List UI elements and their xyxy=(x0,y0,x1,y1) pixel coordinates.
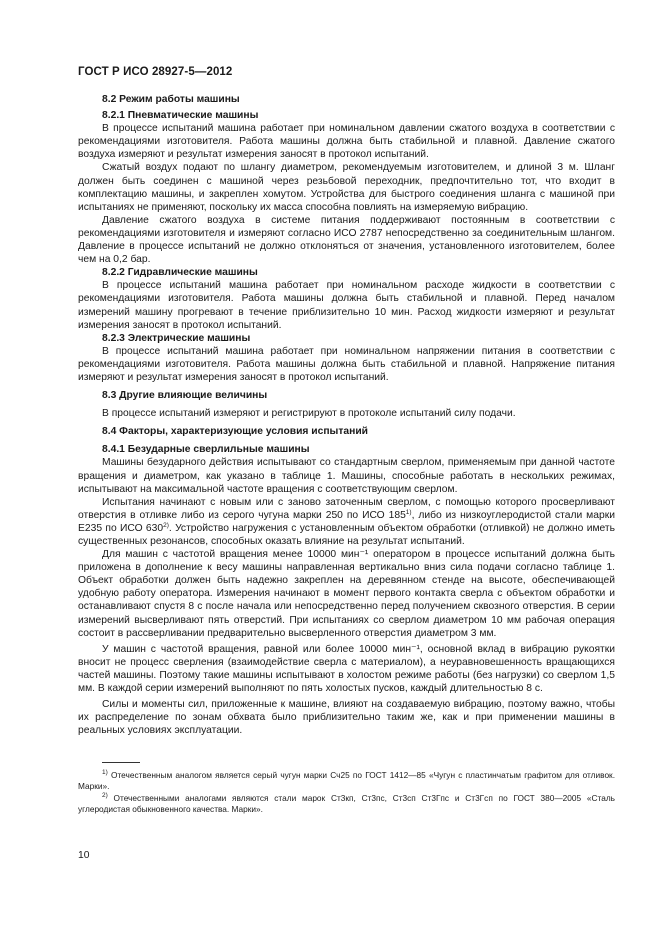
document-header: ГОСТ Р ИСО 28927-5—2012 xyxy=(78,66,233,78)
page-number: 10 xyxy=(78,850,90,861)
paragraph: У машин с частотой вращения, равной или более 10000 мин⁻¹, основной вклад в вибрацию рукоятки вносит не процесс сверления (взаимодействие сверла с материалом), а неуравновешенность вращающихся частей машины. Поэтому такие машины испытывают в холостом режиме работы (без нагрузки) со сверлом 1,5 мм. В каждой серии измерений выполняют по пять холостых пусков, каждый длительностью 8 с. xyxy=(78,643,615,695)
text-run: , либо из низкоуглеродистой стали марки E235 по ИСО 630 xyxy=(78,509,615,534)
paragraph: Силы и моменты сил, приложенные к машине, влияют на создаваемую вибрацию, поэтому важно, чтобы их распределение по зонам обхвата было приблизительно таким же, как и при применении машины в реальных условиях эксплуатации. xyxy=(78,699,615,737)
footnotes xyxy=(78,770,615,816)
paragraph: Сжатый воздух подают по шлангу диаметром, рекомендуемым изготовителем, и длиной 3 м. Шланг должен быть соединен с машиной через резьбовой переходник, предпочтительно тот, что входит в комплектацию машины, и закреплен хомутом. Устройства для быстрого соединения шланга с машиной при испытаниях не применяют, поскольку их масса способна повлиять на измеряемую вибрацию. xyxy=(78,162,615,213)
section-heading-8-2-2: 8.2.2 Гидравлические машины xyxy=(102,267,258,279)
footnote-text: Отечественным аналогом является серый чугун марки Сч25 по ГОСТ 1412—85 «Чугун с пластинчатым графитом для отливок. Марки». xyxy=(78,770,615,792)
text-run: . Устройство нагружения с установленным объектом обработки (отливкой) не должно иметь существенных резонансов, способных оказать влияние на результат испытаний. xyxy=(78,522,615,547)
footnote-ref-1: 1) xyxy=(405,508,412,516)
footnote-ref-2: 2) xyxy=(163,521,169,529)
section-heading-8-3: 8.3 Другие влияющие величины xyxy=(102,390,268,402)
section-heading-8-2-1: 8.2.1 Пневматические машины xyxy=(102,110,259,122)
footnote-mark: 2) xyxy=(102,791,108,799)
section-heading-8-2-3: 8.2.3 Электрические машины xyxy=(102,332,251,344)
section-heading-8-2: 8.2 Режим работы машины xyxy=(102,94,240,105)
footnote-mark: 1) xyxy=(102,769,108,776)
paragraph: В процессе испытаний машина работает при номинальном давлении сжатого воздуха в соответствии с рекомендациями изготовителя. Работа машины должна быть стабильной и плавной. Давление сжатого воздуха измеряют и результат измерения заносят в протокол испытаний. xyxy=(78,123,615,161)
footnote-text: Отечественными аналогами являются стали марок Ст3кп, Ст3пс, Ст3сп Ст3Гпс и Ст3Гсп по ГОСТ 380—2005 «Сталь углеродистая обыкновенного качества. Марки». xyxy=(78,792,615,815)
paragraph: Машины безударного действия испытывают со стандартным сверлом, применяемым при данной частоте вращения и диаметром, как указано в таблице 1. Машины, способные работать в нескольких режимах, испытывают на максимальной частоте вращения с соответствующим сверлом. xyxy=(78,457,615,495)
paragraph: В процессе испытаний машина работает при номинальном напряжении питания в соответствии с рекомендациями изготовителя. Работа машины должна быть стабильной и плавной. Напряжение питания измеряют и результат измерения заносят в протокол испытаний. xyxy=(78,345,615,383)
paragraph xyxy=(78,496,615,548)
section-heading-8-4-1: 8.4.1 Безударные сверлильные машины xyxy=(102,444,310,456)
text-run: Испытания начинают с новым или с заново заточенным сверлом, с помощью которого просверливают отверстия в отливке либо из серого чугуна марки 250 по ИСО 185 xyxy=(78,496,615,521)
paragraph: В процессе испытаний измеряют и регистрируют в протоколе испытаний силу подачи. xyxy=(102,408,516,420)
paragraph: Для машин с частотой вращения менее 10000 мин⁻¹ оператором в процессе испытаний должна быть приложена в дополнение к весу машины направленная вертикально вниз сила подачи согласно таблице 1. Объект обработки должен быть надежно закреплен на деревянном стенде на высоте, обеспечивающей удобную работу оператора. Измерения начинают в момент первого контакта сверла с объектом обработки и останавливают спустя 8 с после начала или непосредственно перед получением сквозного отверстия. В серии измерений высверливают пять отверстий. При испытаниях со сверлом диаметром 10 мм рабочая операция состоит в рассверливании предварительно высверленного отверстия диаметром 3 мм. xyxy=(78,549,615,639)
section-heading-8-4: 8.4 Факторы, характеризующие условия испытаний xyxy=(102,426,368,438)
document-body xyxy=(78,93,615,737)
footnote xyxy=(78,793,615,816)
footnote-divider xyxy=(102,762,140,763)
paragraph: Давление сжатого воздуха в системе питания поддерживают постоянным в соответствии с рекомендациями изготовителя и измеряют согласно ИСО 2787 непосредственно за соединительным шлангом. Давление в процессе испытаний не должно отклоняться от значения, установленного изготовителем, более чем на 0,2 бар. xyxy=(78,214,615,266)
paragraph: В процессе испытаний машина работает при номинальном расходе жидкости в соответствии с рекомендациями изготовителя. Работа машины должна быть стабильной и плавной. Перед началом измерений машину прогревают в течение приблизительно 10 мин. Расход жидкости измеряют и результат измерения заносят в протокол испытаний. xyxy=(78,280,615,331)
footnote xyxy=(78,770,615,793)
